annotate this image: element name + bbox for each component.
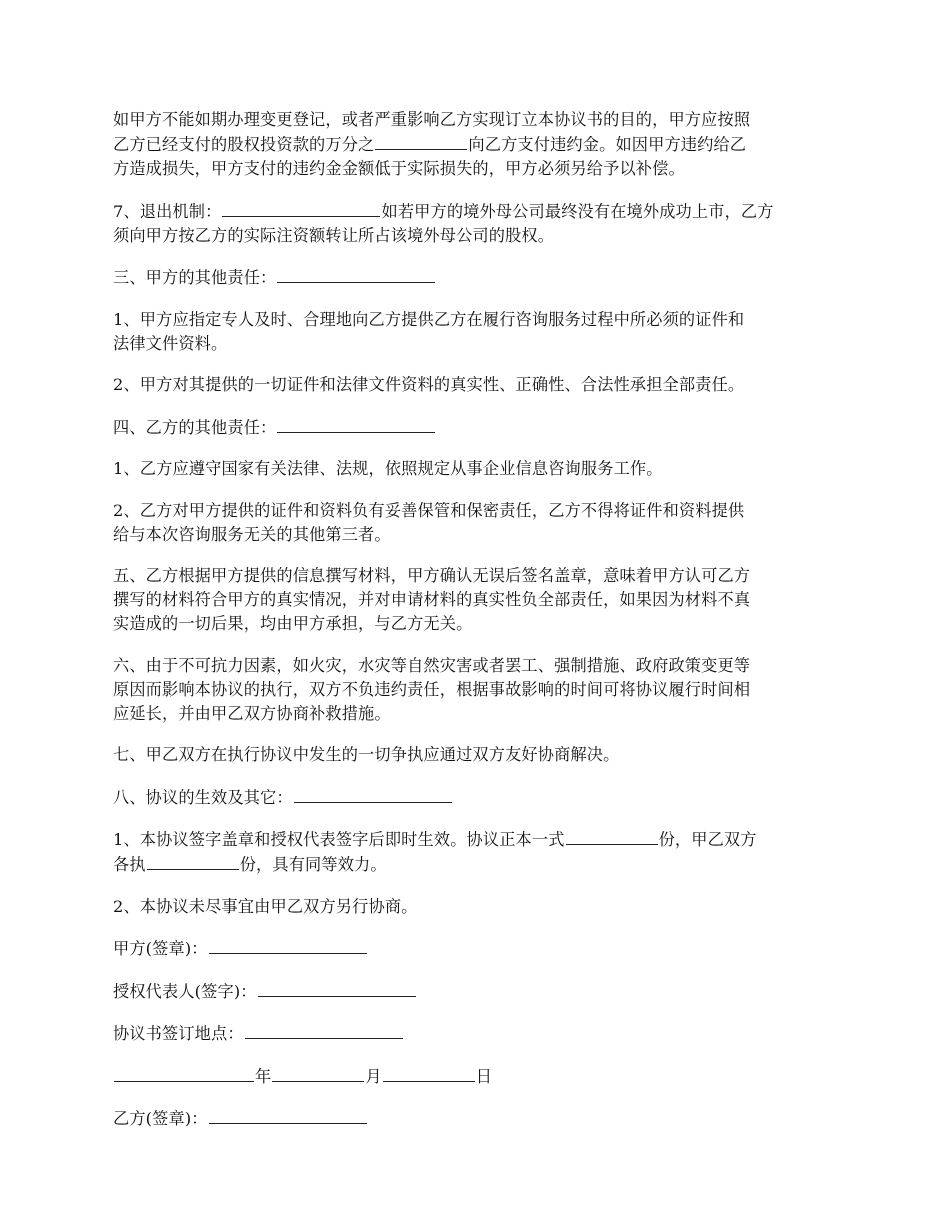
- text-span: 1、本协议签字盖章和授权代表签字后即时生效。协议正本一式: [113, 830, 565, 849]
- section-8-title: [113, 785, 843, 810]
- signature-label: 协议书签订地点：: [113, 1024, 244, 1043]
- text-line: [113, 132, 843, 157]
- text-line: 六、由于不可抗力因素，如火灾，水灾等自然灾害或者罢工、强制措施、政府政策变更等: [113, 655, 751, 675]
- text-span: 各执: [113, 855, 146, 874]
- text-line: 七、甲乙双方在执行协议中发生的一切争执应通过双方友好协商解决。: [113, 745, 620, 764]
- signature-label: 授权代表人(签字)：: [113, 981, 257, 1001]
- blank-section-8[interactable]: [294, 785, 452, 803]
- text-line: 须向甲方按乙方的实际注资额转让所占该境外母公司的股权。: [113, 225, 555, 245]
- text-line: 2、乙方对甲方提供的证件和资料负有妥善保管和保密责任，乙方不得将证件和资料提供: [113, 500, 745, 520]
- date-day-label: 日: [475, 1066, 493, 1086]
- heading-text: 三、甲方的其他责任：: [113, 268, 277, 287]
- blank-month[interactable]: [272, 1064, 364, 1082]
- text-line: [113, 827, 843, 852]
- exit-mechanism-clause: [113, 199, 843, 248]
- signing-date: [113, 1064, 843, 1089]
- section-6: [113, 654, 843, 726]
- text-line: 应延长，并由甲乙双方协商补救措施。: [113, 703, 391, 723]
- section-3-item-2: [113, 373, 843, 397]
- party-a-signature: [113, 936, 843, 961]
- text-line: 方造成损失，甲方支付的违约金金额低于实际损失的，甲方必须另给予以补偿。: [113, 159, 685, 178]
- text-line: 1、甲方应指定专人及时、合理地向乙方提供乙方在履行咨询服务过程中所必须的证件和: [113, 309, 745, 329]
- blank-day[interactable]: [383, 1064, 475, 1082]
- blank-representative[interactable]: [258, 979, 416, 997]
- blank-year[interactable]: [114, 1064, 254, 1082]
- text-line: [113, 199, 843, 224]
- signing-place: [113, 1021, 843, 1046]
- blank-copies-each[interactable]: [147, 852, 239, 870]
- document-page: [113, 108, 843, 1149]
- text-span: 份，甲乙双方: [658, 830, 757, 849]
- blank-party-b-seal[interactable]: [209, 1106, 367, 1124]
- blank-party-a-seal[interactable]: [209, 936, 367, 954]
- section-4-item-1: [113, 457, 843, 481]
- representative-signature: [113, 979, 843, 1004]
- section-3-title: [113, 265, 843, 290]
- text-span: 如若甲方的境外母公司最终没有在境外成功上市，乙方: [381, 201, 774, 221]
- text-span: 份，具有同等效力。: [239, 855, 387, 874]
- section-7: [113, 743, 843, 767]
- text-line: 2、本协议未尽事宜由甲乙双方另行协商。: [113, 896, 418, 916]
- text-line: 原因而影响本协议的执行，双方不负违约责任，根据事故影响的时间可将协议履行时间相: [113, 679, 751, 699]
- text-line: 1、乙方应遵守国家有关法律、法规，依照规定从事企业信息咨询服务工作。: [113, 459, 663, 478]
- section-3-item-1: [113, 308, 843, 356]
- blank-exit-mechanism[interactable]: [222, 199, 380, 217]
- party-b-signature: [113, 1106, 843, 1131]
- text-line: 实造成的一切后果，均由甲方承担，与乙方无关。: [113, 614, 473, 633]
- date-year-label: 年: [255, 1066, 272, 1086]
- blank-section-3[interactable]: [277, 265, 435, 283]
- text-line: 法律文件资料。: [113, 333, 228, 353]
- text-line: 如甲方不能如期办理变更登记，或者严重影响乙方实现订立本协议书的目的，甲方应按照: [113, 110, 751, 129]
- text-line: 撰写的材料符合甲方的真实情况，并对申请材料的真实性负全部责任，如果因为材料不真: [113, 590, 751, 609]
- text-line: 2、甲方对其提供的一切证件和法律文件资料的真实性、正确性、合法性承担全部责任。: [113, 375, 745, 394]
- heading-text: 八、协议的生效及其它：: [113, 787, 293, 807]
- text-line: [113, 852, 843, 877]
- text-line: 五、乙方根据甲方提供的信息撰写材料，甲方确认无误后签名盖章，意味着甲方认可乙方: [113, 566, 751, 585]
- blank-penalty-rate[interactable]: [375, 132, 467, 150]
- section-4-item-2: [113, 499, 843, 547]
- heading-text: 四、乙方的其他责任：: [113, 417, 277, 437]
- section-8-item-2: [113, 895, 843, 919]
- text-span: 向乙方支付违约金。如因甲方违约给乙: [468, 135, 747, 154]
- text-line: 给与本次咨询服务无关的其他第三者。: [113, 524, 391, 544]
- signature-label: 甲方(签章)：: [113, 939, 208, 958]
- section-8-item-1: [113, 827, 843, 877]
- signature-label: 乙方(签章)：: [113, 1109, 208, 1128]
- blank-copies-total[interactable]: [566, 827, 658, 845]
- section-5: [113, 564, 843, 636]
- section-4-title: [113, 415, 843, 440]
- blank-signing-place[interactable]: [245, 1021, 403, 1039]
- text-span: 7、退出机制：: [113, 201, 222, 221]
- text-span: 乙方已经支付的股权投资款的万分之: [113, 135, 375, 154]
- date-month-label: 月: [365, 1066, 382, 1086]
- blank-section-4[interactable]: [277, 415, 435, 433]
- penalty-clause: [113, 108, 843, 181]
